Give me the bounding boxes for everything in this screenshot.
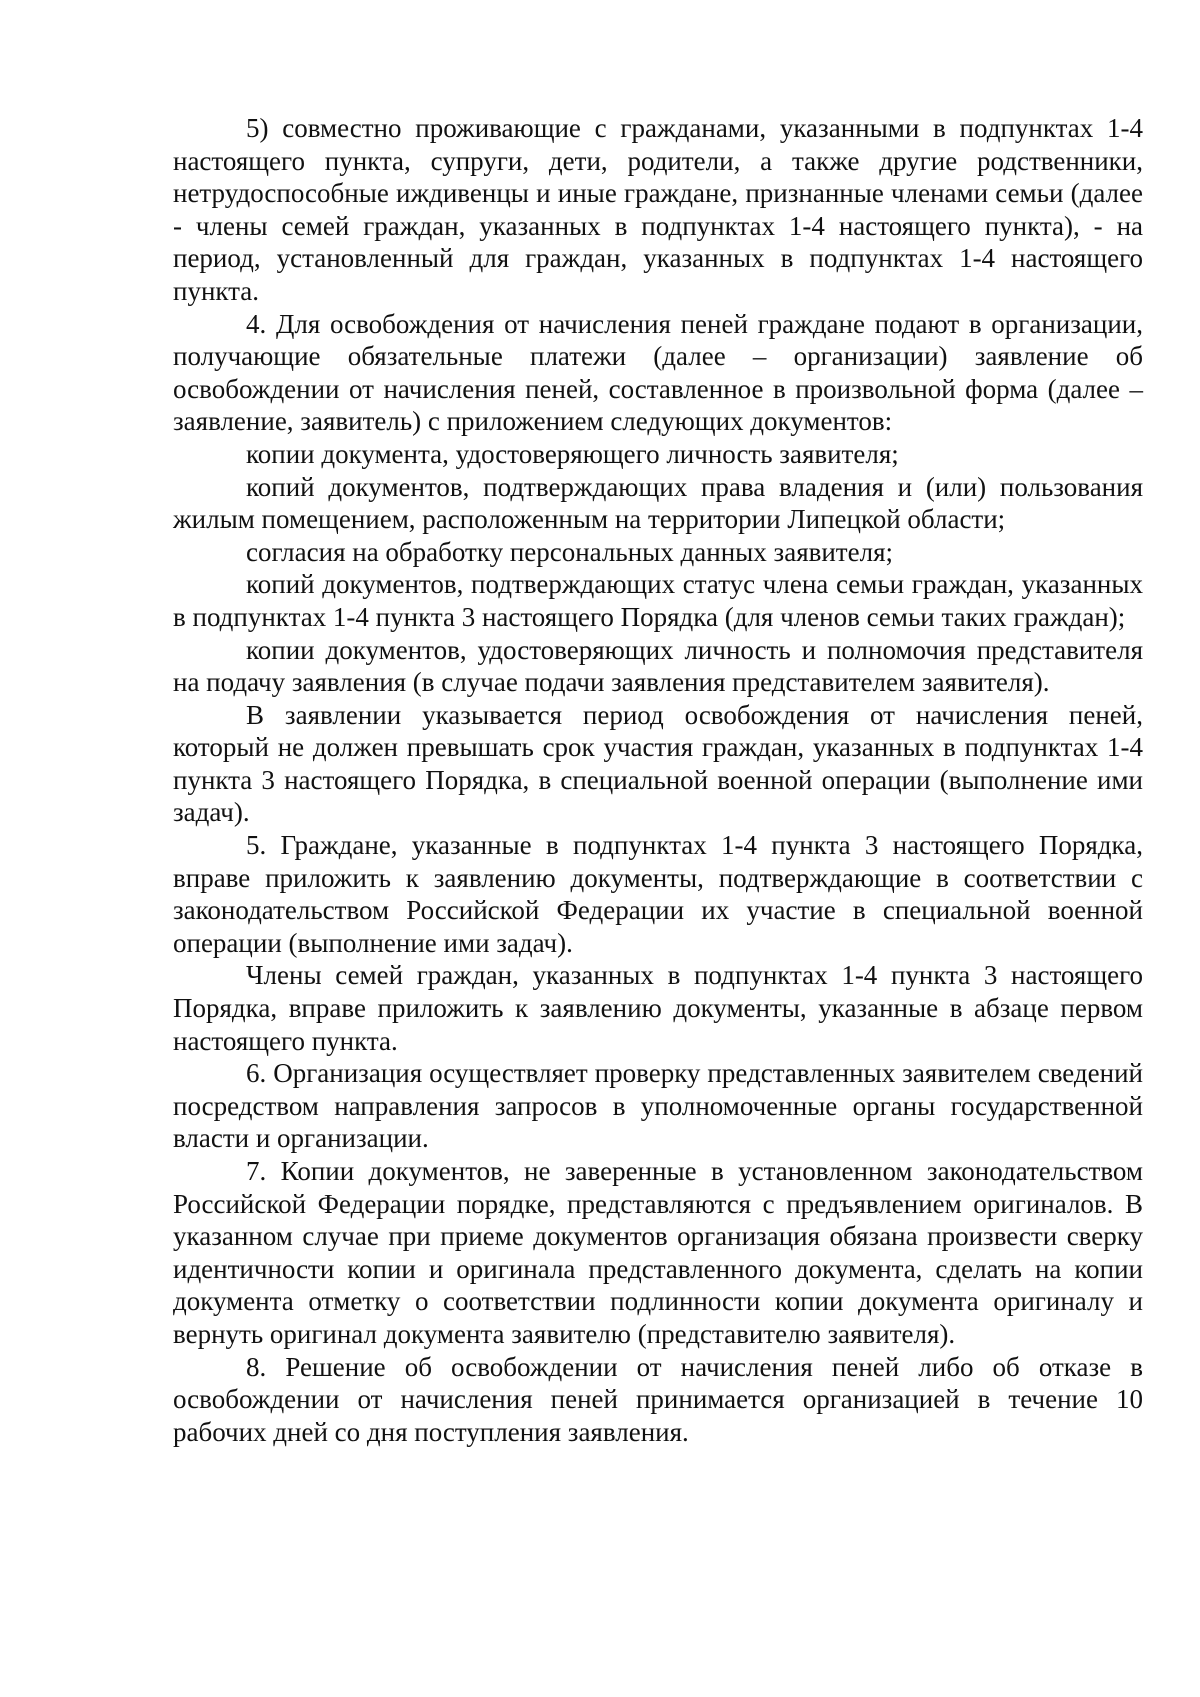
- paragraph-list-identity-copy: копии документа, удостоверяющего личность заявителя;: [246, 438, 899, 469]
- paragraph-list-housing-rights: копий документов, подтверждающих права владения и (или) пользования жилым помещением, расположенным на территории Липецкой области;: [173, 471, 1143, 535]
- paragraph-item-4: 4. Для освобождения от начисления пеней граждане подают в организации, получающие обязательные платежи (далее – организации) заявление об освобождении от начисления пеней, составленное в произвольной форма (далее – заявление, заявитель) с приложением следующих документов:: [173, 308, 1143, 437]
- paragraph-subitem-5: 5) совместно проживающие с гражданами, указанными в подпунктах 1-4 настоящего пункта, супруги, дети, родители, а также другие родственники, нетрудоспособные иждивенцы и иные граждане, признанные членами семьи (далее - члены семей граждан, указанных в подпунктах 1-4 настоящего пункта), - на период, установленный для граждан, указанных в подпунктах 1-4 настоящего пункта.: [173, 113, 1143, 306]
- paragraph-item-5: 5. Граждане, указанные в подпунктах 1-4 пункта 3 настоящего Порядка, вправе приложить к заявлению документы, подтверждающие в соответствии с законодательством Российской Федерации их участие в специальной военной операции (выполнение ими задач).: [173, 830, 1143, 958]
- document-body: [173, 112, 1143, 1448]
- paragraph-list-representative: копии документов, удостоверяющих личность и полномочия представителя на подачу заявления (в случае подачи заявления представителем заявителя).: [173, 634, 1143, 698]
- paragraph-exemption-period: В заявлении указывается период освобождения от начисления пеней, который не должен превышать срок участия граждан, указанных в подпунктах 1-4 пункта 3 настоящего Порядка, в специальной военной операции (выполнение ими задач).: [173, 699, 1143, 828]
- paragraph-list-family-status: копий документов, подтверждающих статус члена семьи граждан, указанных в подпунктах 1-4 пункта 3 настоящего Порядка (для членов семьи таких граждан);: [173, 569, 1143, 632]
- paragraph-item-8: 8. Решение об освобождении от начисления пеней либо об отказе в освобождении от начисления пеней принимается организацией в течение 10 рабочих дней со дня поступления заявления.: [173, 1351, 1143, 1447]
- paragraph-list-consent: согласия на обработку персональных данных заявителя;: [246, 536, 893, 567]
- paragraph-item-6: 6. Организация осуществляет проверку представленных заявителем сведений посредством направления запросов в уполномоченные органы государственной власти и организации.: [173, 1058, 1143, 1154]
- paragraph-family-members: Члены семей граждан, указанных в подпунктах 1-4 пункта 3 настоящего Порядка, вправе приложить к заявлению документы, указанные в абзаце первом настоящего пункта.: [173, 960, 1143, 1056]
- paragraph-item-7: 7. Копии документов, не заверенные в установленном законодательством Российской Федерации порядке, представляются с предъявлением оригиналов. В указанном случае при приеме документов организация обязана произвести сверку идентичности копии и оригинала представленного документа, сделать на копии документа отметку о соответствии подлинности копии документа оригиналу и вернуть оригинал документа заявителю (представителю заявителя).: [173, 1156, 1143, 1349]
